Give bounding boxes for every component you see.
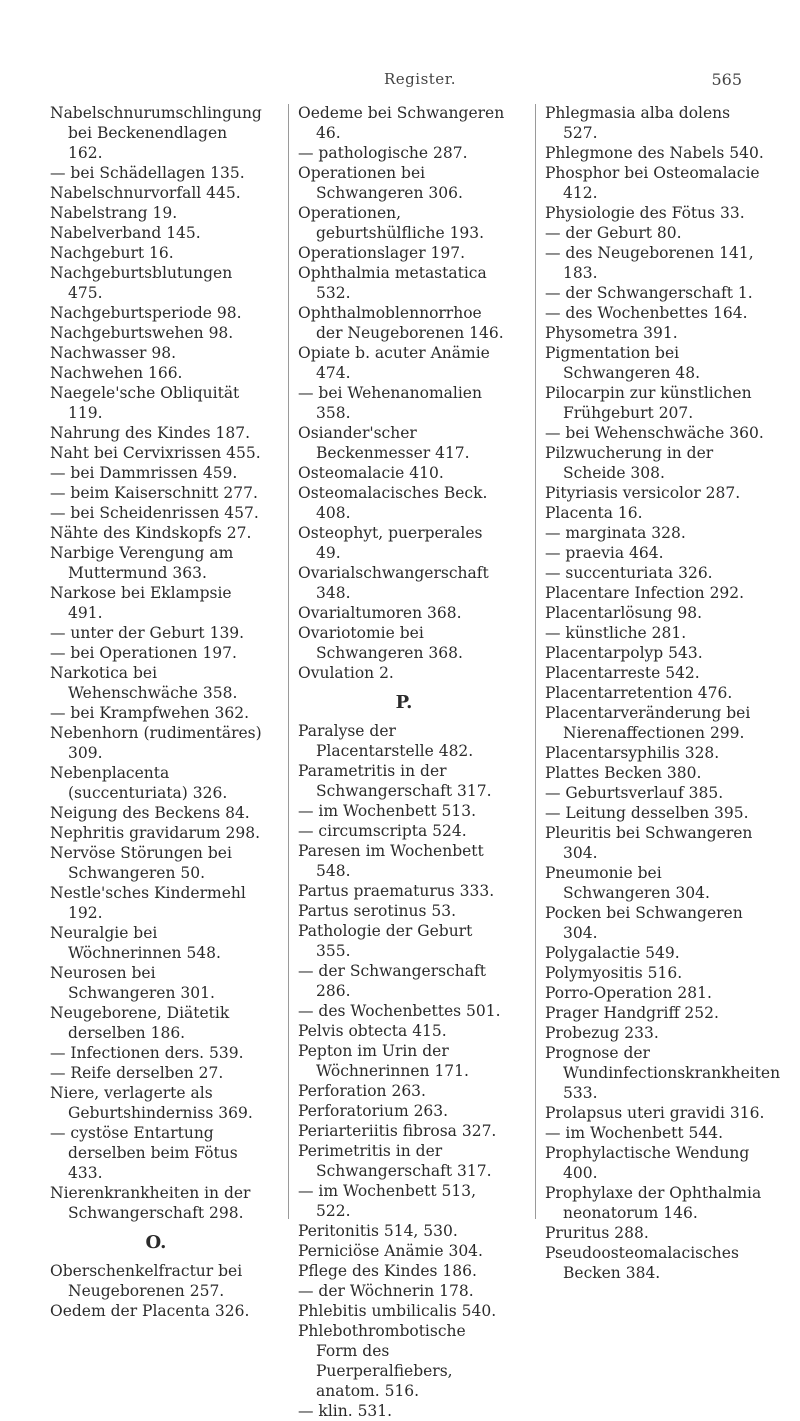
index-entry: Phlebitis umbilicalis 540.: [298, 1302, 497, 1320]
index-entry: Pathologie der Geburt 355.: [298, 922, 473, 960]
index-entry: Osteomalacisches Beck. 408.: [298, 484, 488, 522]
index-entry: — Reife derselben 27.: [50, 1064, 224, 1082]
index-entry: — succenturiata 326.: [545, 564, 713, 582]
index-entry: Narkose bei Eklampsie 491.: [50, 584, 232, 622]
index-entry: Prager Handgriff 252.: [545, 1004, 719, 1022]
index-entry: Placenta 16.: [545, 504, 643, 522]
index-entry: Pocken bei Schwangeren 304.: [545, 904, 743, 942]
index-entry: — pathologische 287.: [298, 144, 468, 162]
index-entry: Ovariotomie bei Schwangeren 368.: [298, 624, 463, 662]
index-entry: Pruritus 288.: [545, 1224, 649, 1242]
index-entry: Nephritis gravidarum 298.: [50, 824, 261, 842]
index-entry: Nestle'sches Kindermehl 192.: [50, 884, 246, 922]
index-entry: Ophthalmoblennorrhoe der Neugeborenen 146.: [298, 304, 504, 342]
index-entry: Nachgeburtsperiode 98.: [50, 304, 242, 322]
index-entry: Physometra 391.: [545, 324, 678, 342]
index-entry: Niere, verlagerte als Geburtshinderniss 369.: [50, 1084, 253, 1122]
index-entry: Nabelschnurumschlingung bei Beckenendlagen 162.: [50, 104, 262, 162]
index-entry: Neugeborene, Diätetik derselben 186.: [50, 1004, 230, 1042]
index-entry: Narbige Verengung am Muttermund 363.: [50, 544, 234, 582]
index-entry: Pigmentation bei Schwangeren 48.: [545, 344, 701, 382]
index-entry: Nachgeburt 16.: [50, 244, 174, 262]
index-entry: Nähte des Kindskopfs 27.: [50, 524, 252, 542]
index-entry: — der Geburt 80.: [545, 224, 682, 242]
index-entry: Perimetritis in der Schwangerschaft 317.: [298, 1142, 492, 1180]
index-entry: Polymyositis 516.: [545, 964, 683, 982]
index-entry: Periarteriitis fibrosa 327.: [298, 1122, 497, 1140]
index-entry: — des Wochenbettes 501.: [298, 1002, 501, 1020]
index-entry: Oberschenkelfractur bei Neugeborenen 257.: [50, 1262, 243, 1300]
index-entry: — der Schwangerschaft 1.: [545, 284, 753, 302]
index-entry: Probezug 233.: [545, 1024, 659, 1042]
index-entry: Operationslager 197.: [298, 244, 466, 262]
index-entry: Pepton im Urin der Wöchnerinnen 171.: [298, 1042, 469, 1080]
index-entry: Partus praematurus 333.: [298, 882, 495, 900]
index-entry: Placentarpolyp 543.: [545, 644, 703, 662]
index-entry: Pleuritis bei Schwangeren 304.: [545, 824, 753, 862]
index-entry: — circumscripta 524.: [298, 822, 467, 840]
index-entry: Nahrung des Kindes 187.: [50, 424, 250, 442]
index-entry: Peritonitis 514, 530.: [298, 1222, 458, 1240]
index-entry: Pilocarpin zur künstlichen Frühgeburt 207.: [545, 384, 752, 422]
index-entry: Perforation 263.: [298, 1082, 426, 1100]
index-entry: Porro-Operation 281.: [545, 984, 712, 1002]
index-entry: Nachgeburtsblutungen 475.: [50, 264, 233, 302]
index-entry: Nachgeburtswehen 98.: [50, 324, 234, 342]
index-entry: Physiologie des Fötus 33.: [545, 204, 745, 222]
section-letter-heading: O.: [145, 1232, 167, 1253]
index-entry: Neigung des Beckens 84.: [50, 804, 250, 822]
index-entry: Nabelschnurvorfall 445.: [50, 184, 241, 202]
index-entry: Placentarretention 476.: [545, 684, 733, 702]
index-entry: Oedem der Placenta 326.: [50, 1302, 250, 1320]
index-column-1: [50, 103, 262, 1321]
index-entry: Osiander'scher Beckenmesser 417.: [298, 424, 470, 462]
index-entry: Ovarialtumoren 368.: [298, 604, 462, 622]
index-entry: Partus serotinus 53.: [298, 902, 457, 920]
index-entry: Nebenhorn (rudimentäres) 309.: [50, 724, 262, 762]
index-entry: Prognose der Wundinfectionskrankheiten 533.: [545, 1044, 781, 1102]
index-entry: Opiate b. acuter Anämie 474.: [298, 344, 490, 382]
section-letter-heading: P.: [395, 692, 413, 713]
index-entry: — bei Scheidenrissen 457.: [50, 504, 259, 522]
index-entry: Oedeme bei Schwangeren 46.: [298, 104, 505, 142]
index-entry: Placentarveränderung bei Nierenaffectionen 299.: [545, 704, 751, 742]
index-entry: — bei Operationen 197.: [50, 644, 237, 662]
index-entry: — bei Wehenschwäche 360.: [545, 424, 764, 442]
index-entry: Pityriasis versicolor 287.: [545, 484, 741, 502]
index-entry: Phosphor bei Osteomalacie 412.: [545, 164, 760, 202]
index-entry: — cystöse Entartung derselben beim Fötus 433.: [50, 1124, 238, 1182]
index-column-2: [298, 103, 510, 1421]
index-entry: Nebenplacenta (succenturiata) 326.: [50, 764, 228, 802]
index-entry: Pflege des Kindes 186.: [298, 1262, 477, 1280]
column-divider: [288, 104, 289, 1219]
index-entry: Perforatorium 263.: [298, 1102, 449, 1120]
index-entry: Phlegmasia alba dolens 527.: [545, 104, 731, 142]
index-entry: Naegele'sche Obliquität 119.: [50, 384, 240, 422]
index-entry: Perniciöse Anämie 304.: [298, 1242, 483, 1260]
index-entry: Pseudoosteomalacisches Becken 384.: [545, 1244, 739, 1282]
index-entry: — unter der Geburt 139.: [50, 624, 245, 642]
index-entry: — im Wochenbett 513.: [298, 802, 477, 820]
page-number: 565: [711, 70, 742, 89]
index-entry: Phlebothrombotische Form des Puerperalfiebers, anatom. 516.: [298, 1322, 466, 1400]
index-entry: — bei Schädellagen 135.: [50, 164, 245, 182]
index-entry: Paresen im Wochenbett 548.: [298, 842, 484, 880]
index-entry: — bei Wehenanomalien 358.: [298, 384, 482, 422]
index-entry: — der Wöchnerin 178.: [298, 1282, 474, 1300]
index-entry: Placentarsyphilis 328.: [545, 744, 720, 762]
index-entry: Operationen bei Schwangeren 306.: [298, 164, 463, 202]
index-entry: Osteomalacie 410.: [298, 464, 444, 482]
index-entry: Ovarialschwangerschaft 348.: [298, 564, 489, 602]
index-entry: — im Wochenbett 544.: [545, 1124, 724, 1142]
index-entry: — des Wochenbettes 164.: [545, 304, 748, 322]
index-entry: — künstliche 281.: [545, 624, 687, 642]
index-entry: Naht bei Cervixrissen 455.: [50, 444, 261, 462]
index-entry: Neuralgie bei Wöchnerinnen 548.: [50, 924, 221, 962]
index-entry: — Infectionen ders. 539.: [50, 1044, 244, 1062]
index-entry: — bei Krampfwehen 362.: [50, 704, 250, 722]
index-entry: Placentare Infection 292.: [545, 584, 745, 602]
index-entry: Ophthalmia metastatica 532.: [298, 264, 487, 302]
index-entry: Neurosen bei Schwangeren 301.: [50, 964, 215, 1002]
index-entry: Nabelverband 145.: [50, 224, 201, 242]
index-entry: Placentarreste 542.: [545, 664, 700, 682]
index-entry: Ovulation 2.: [298, 664, 394, 682]
index-entry: Nierenkrankheiten in der Schwangerschaft 298.: [50, 1184, 251, 1222]
index-entry: Pelvis obtecta 415.: [298, 1022, 447, 1040]
index-entry: Pilzwucherung in der Scheide 308.: [545, 444, 714, 482]
index-entry: — der Schwangerschaft 286.: [298, 962, 486, 1000]
index-entry: Operationen, geburtshülfliche 193.: [298, 204, 485, 242]
index-entry: Prophylactische Wendung 400.: [545, 1144, 750, 1182]
index-entry: Osteophyt, puerperales 49.: [298, 524, 483, 562]
index-entry: Phlegmone des Nabels 540.: [545, 144, 764, 162]
index-entry: Nabelstrang 19.: [50, 204, 178, 222]
index-entry: — marginata 328.: [545, 524, 686, 542]
running-head: Register.: [384, 70, 456, 88]
index-entry: Placentarlösung 98.: [545, 604, 703, 622]
index-entry: Nachwasser 98.: [50, 344, 177, 362]
column-divider: [535, 104, 536, 1219]
index-entry: Polygalactie 549.: [545, 944, 680, 962]
index-entry: Pneumonie bei Schwangeren 304.: [545, 864, 710, 902]
index-entry: — praevia 464.: [545, 544, 664, 562]
index-entry: Plattes Becken 380.: [545, 764, 702, 782]
index-column-3: [545, 103, 781, 1283]
index-entry: Paralyse der Placentarstelle 482.: [298, 722, 474, 760]
index-entry: — des Neugeborenen 141, 183.: [545, 244, 754, 282]
index-entry: Prophylaxe der Ophthalmia neonatorum 146.: [545, 1184, 762, 1222]
index-entry: — bei Dammrissen 459.: [50, 464, 238, 482]
index-entry: Parametritis in der Schwangerschaft 317.: [298, 762, 492, 800]
index-entry: Nervöse Störungen bei Schwangeren 50.: [50, 844, 232, 882]
index-entry: Nachwehen 166.: [50, 364, 183, 382]
index-entry: — klin. 531.: [298, 1402, 393, 1420]
index-entry: — Leitung desselben 395.: [545, 804, 749, 822]
index-entry: — Geburtsverlauf 385.: [545, 784, 724, 802]
index-entry: — beim Kaiserschnitt 277.: [50, 484, 258, 502]
index-entry: — im Wochenbett 513, 522.: [298, 1182, 477, 1220]
index-entry: Prolapsus uteri gravidi 316.: [545, 1104, 765, 1122]
index-entry: Narkotica bei Wehenschwäche 358.: [50, 664, 238, 702]
